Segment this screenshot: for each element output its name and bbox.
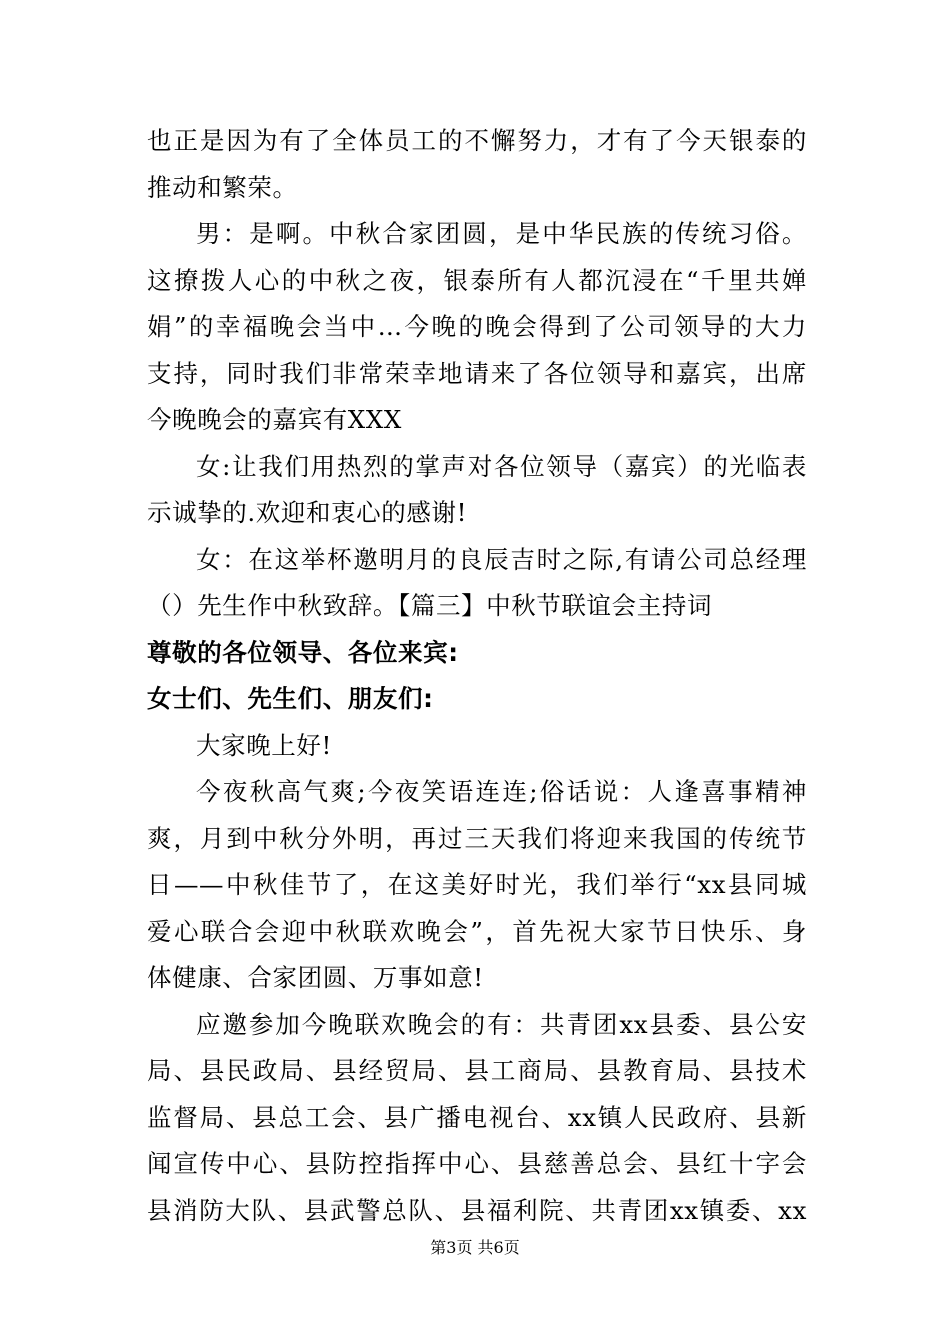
text-line: 男：是啊。中秋合家团圆，是中华民族的传统习俗。: [196, 219, 807, 248]
text-line: 体健康、合家团圆、万事如意!: [147, 963, 484, 992]
text-line: 日——中秋佳节了，在这美好时光，我们举行“xx县同城: [147, 870, 807, 899]
text-line: 应邀参加今晚联欢晚会的有：共青团xx县委、县公安: [196, 1009, 807, 1039]
page-number-footer: 第3页 共6页: [430, 1238, 520, 1257]
text-line: 监督局、县总工会、县广播电视台、xx镇人民政府、县新: [147, 1102, 807, 1132]
text-line: （）先生作中秋致辞。【篇三】中秋节联谊会主持词: [147, 591, 713, 620]
text-line: 爽，月到中秋分外明，再过三天我们将迎来我国的传统节: [147, 823, 807, 853]
text-line: 闻宣传中心、县防控指挥中心、县慈善总会、县红十字会: [147, 1149, 807, 1178]
text-line: 今夜秋高气爽;今夜笑语连连;俗话说：人逢喜事精神: [196, 777, 807, 806]
salutation-heading: 尊敬的各位领导、各位来宾:: [147, 637, 459, 667]
text-line: 女:让我们用热烈的掌声对各位领导（嘉宾）的光临表: [196, 451, 807, 481]
text-line: 示诚挚的.欢迎和衷心的感谢!: [147, 498, 468, 527]
text-line: 大家晚上好!: [196, 730, 332, 760]
text-line: 娟”的幸福晚会当中…今晚的晚会得到了公司领导的大力: [147, 312, 807, 341]
text-line: 县消防大队、县武警总队、县福利院、共青团xx镇委、xx: [147, 1195, 807, 1225]
text-line: 爱心联合会迎中秋联欢晚会”，首先祝大家节日快乐、身: [147, 916, 807, 946]
text-line: 推动和繁荣。: [147, 172, 298, 202]
text-line: 也正是因为有了全体员工的不懈努力，才有了今天银泰的: [147, 126, 807, 155]
text-line: 女：在这举杯邀明月的良辰吉时之际,有请公司总经理: [196, 544, 807, 574]
text-line: 这撩拨人心的中秋之夜，银泰所有人都沉浸在“千里共婵: [147, 265, 807, 295]
text-line: 支持，同时我们非常荣幸地请来了各位领导和嘉宾，出席: [147, 358, 807, 388]
text-line: 今晚晚会的嘉宾有XXX: [147, 405, 402, 434]
salutation-heading: 女士们、先生们、朋友们:: [147, 684, 434, 713]
text-line: 局、县民政局、县经贸局、县工商局、县教育局、县技术: [147, 1056, 807, 1085]
document-body: [147, 118, 807, 1234]
